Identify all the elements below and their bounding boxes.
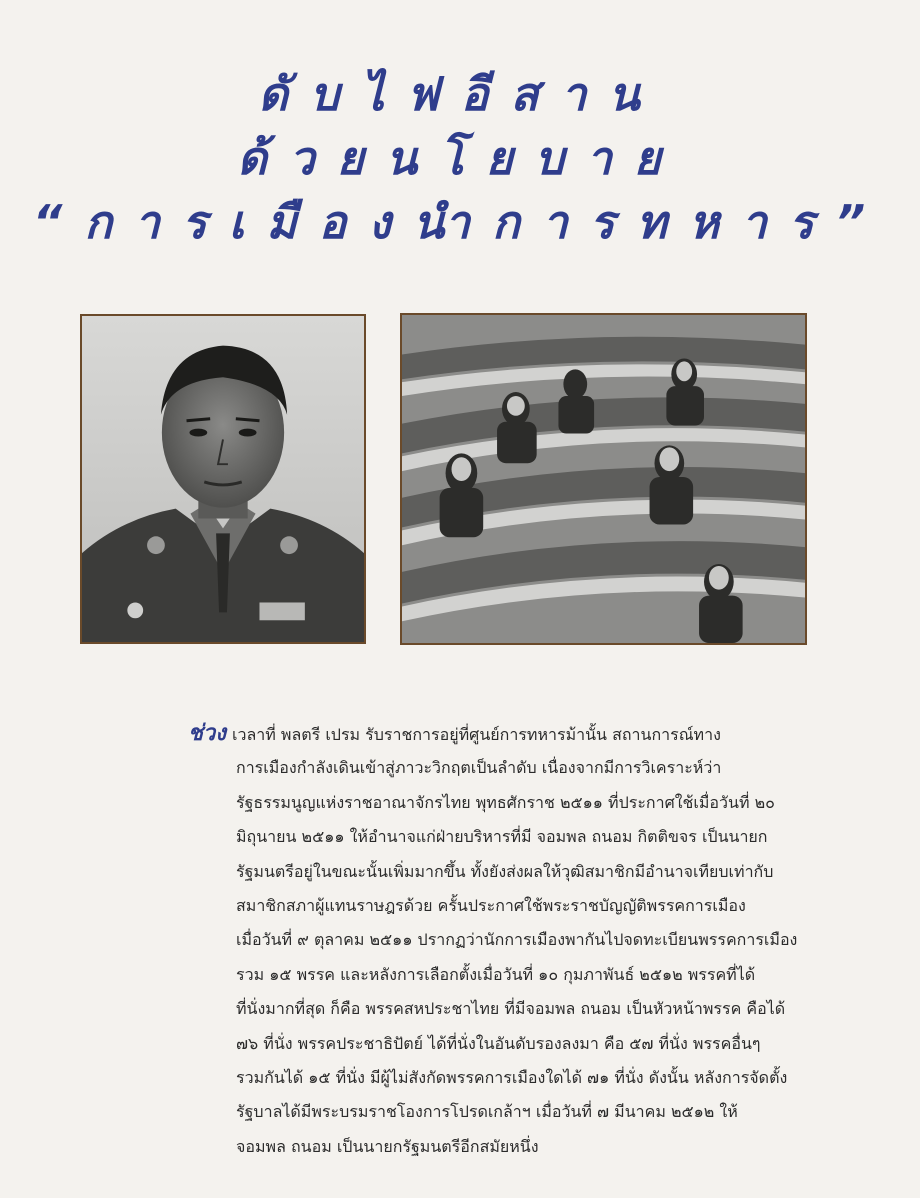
body-paragraph — [188, 717, 831, 1164]
body-line-2: การเมืองกำลังเดินเข้าสู่ภาวะวิกฤตเป็นลำดับ เนื่องจากมีการวิเคราะห์ว่า — [236, 758, 722, 778]
body-line-5: รัฐมนตรีอยู่ในขณะนั้นเพิ่มมากขึ้น ทั้งยังส่งผลให้วุฒิสมาชิกมีอำนาจเทียบเท่ากับ — [236, 861, 774, 881]
parliament-image — [402, 315, 805, 643]
dropcap: ช่วง — [188, 721, 227, 746]
body-line-7: เมื่อวันที่ ๙ ตุลาคม ๒๕๑๑ ปรากฏว่านักการเมืองพากันไปจดทะเบียนพรรคการเมือง — [236, 930, 798, 950]
body-line-3: รัฐธรรมนูญแห่งราชอาณาจักรไทย พุทธศักราช ๒๕๑๑ ที่ประกาศใช้เมื่อวันที่ ๒๐ — [236, 792, 775, 812]
parliament-photo — [400, 313, 807, 645]
body-line-10: ๗๖ ที่นั่ง พรรคประชาธิปัตย์ ได้ที่นั่งในอันดับรองลงมา คือ ๕๗ ที่นั่ง พรรคอื่นๆ — [236, 1033, 761, 1053]
title-line-2: ด้วยนโยบาย — [237, 131, 683, 185]
portrait-image — [82, 316, 364, 642]
portrait-photo — [80, 314, 366, 644]
body-line-4: มิถุนายน ๒๕๑๑ ให้อำนาจแก่ฝ่ายบริหารที่มี จอมพล ถนอม กิตติขจร เป็นนายก — [236, 827, 768, 847]
body-line-8: รวม ๑๕ พรรค และหลังการเลือกตั้งเมื่อวันที่ ๑๐ กุมภาพันธ์ ๒๕๑๒ พรรคที่ได้ — [236, 964, 756, 984]
body-line-1 — [188, 717, 831, 751]
body-line-6: สมาชิกสภาผู้แทนราษฎรด้วย ครั้นประกาศใช้พระราชบัญญัติพรรคการเมือง — [236, 895, 746, 915]
body-line-9: ที่นั่งมากที่สุด ก็คือ พรรคสหประชาไทย ที่มีจอมพล ถนอม เป็นหัวหน้าพรรค คือได้ — [236, 999, 786, 1019]
body-line-11: รวมกันได้ ๑๕ ที่นั่ง มีผู้ไม่สังกัดพรรคการเมืองใดได้ ๗๑ ที่นั่ง ดังนั้น หลังการจัดตั้ง — [236, 1067, 788, 1087]
line-1-text: เวลาที่ พลตรี เปรม รับราชการอยู่ที่ศูนย์การทหารม้านั้น สถานการณ์ทาง — [232, 725, 721, 744]
body-line-1-text — [232, 718, 831, 752]
title-line-1: ดับไฟอีสาน — [258, 67, 662, 121]
body-line-12: รัฐบาลได้มีพระบรมราชโองการโปรดเกล้าฯ เมื่อวันที่ ๗ มีนาคม ๒๕๑๒ ให้ — [236, 1102, 738, 1122]
chapter-title — [0, 62, 920, 254]
title-line-3: “การเมืองนำการทหาร” — [32, 195, 888, 249]
body-line-13: จอมพล ถนอม เป็นนายกรัฐมนตรีอีกสมัยหนึ่ง — [236, 1136, 539, 1156]
